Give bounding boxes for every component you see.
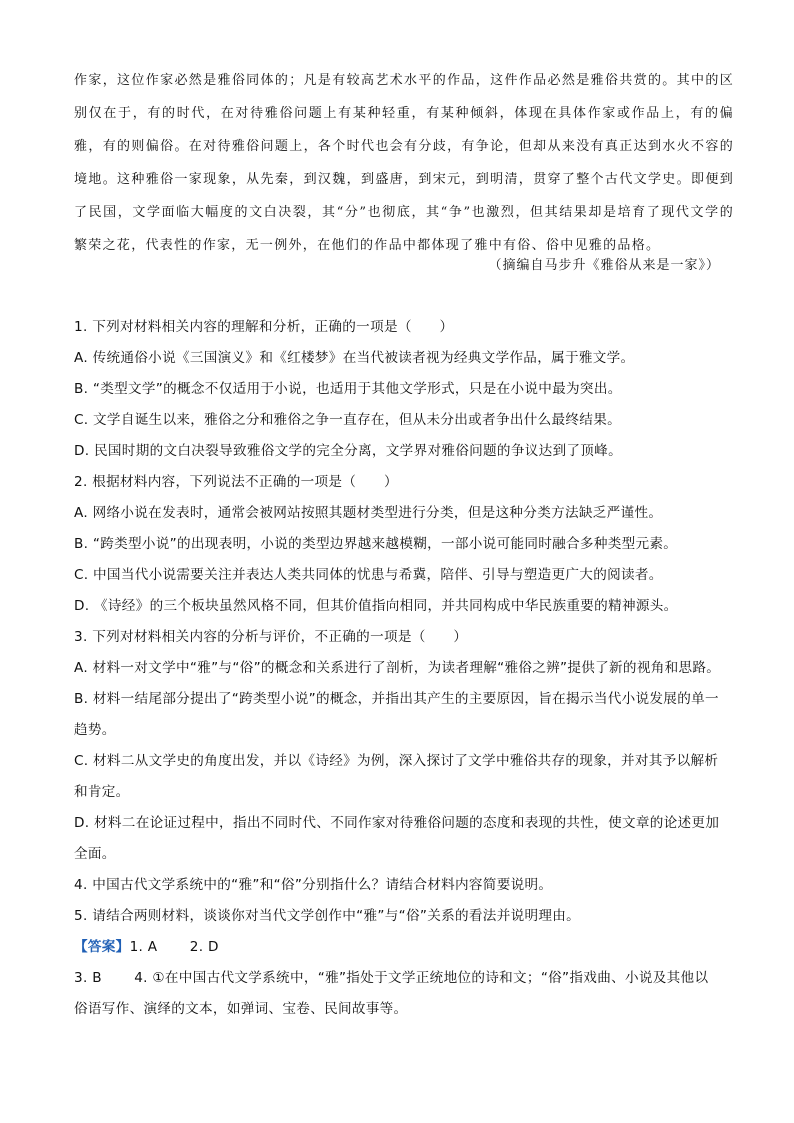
answer-tag: 【答案】: [74, 939, 130, 955]
question-3-option-a: A. 材料一对文学中“雅”与“俗”的概念和关系进行了剖析，为读者理解“雅俗之辨”提供了新的视角和思路。: [74, 660, 721, 676]
question-2-option-c: C. 中国当代小说需要关注并表达人类共同体的忧患与希冀，陪伴、引导与塑造更广大的阅读者。: [74, 567, 663, 583]
question-3-option-c: C. 材料二从文学史的角度出发，并以《诗经》为例，深入探讨了文学中雅俗共存的现象，并对其予以解析和肯定。: [74, 753, 719, 800]
passage-source: （摘编自马步升《雅俗从来是一家》）: [488, 258, 720, 273]
answer-line-2: 3. B 4. ①在中国古代文学系统中，“雅”指处于文学正统地位的诗和文；“俗”指戏曲、小说及其他以: [74, 970, 709, 986]
question-4: 4. 中国古代文学系统中的“雅”和“俗”分别指什么？请结合材料内容简要说明。: [74, 877, 553, 893]
question-1-option-d: D. 民国时期的文白决裂导致雅俗文学的完全分离，文学界对雅俗问题的争议达到了顶峰。: [74, 443, 622, 459]
question-5: 5. 请结合两则材料，谈谈你对当代文学创作中“雅”与“俗”关系的看法并说明理由。: [74, 908, 581, 924]
question-2-stem: 2. 根据材料内容，下列说法不正确的一项是（ ）: [74, 474, 398, 490]
answer-line-3: 俗语写作、演绎的文本，如弹词、宝卷、民间故事等。: [74, 1001, 408, 1017]
question-3-option-b: B. 材料一结尾部分提出了“跨类型小说”的概念，并指出其产生的主要原因，旨在揭示当代小说发展的单一趋势。: [74, 691, 719, 738]
question-1-option-b: B. “类型文学”的概念不仅适用于小说，也适用于其他文学形式，只是在小说中最为突出。: [74, 381, 622, 397]
answer-1-2: 1. A 2. D: [129, 939, 219, 955]
question-3-stem: 3. 下列对材料相关内容的分析与评价，不正确的一项是（ ）: [74, 629, 468, 645]
question-1-option-c: C. 文学自诞生以来，雅俗之分和雅俗之争一直存在，但从未分出或者争出什么最终结果。: [74, 412, 621, 428]
question-2-option-a: A. 网络小说在发表时，通常会被网站按照其题材类型进行分类，但是这种分类方法缺乏严谨性。: [74, 505, 663, 521]
answer-line-1: [74, 932, 724, 963]
question-2-option-b: B. “跨类型小说”的出现表明，小说的类型边界越来越模糊，一部小说可能同时融合多种类型元素。: [74, 536, 678, 552]
question-3-option-d: D. 材料二在论证过程中，指出不同时代、不同作家对待雅俗问题的态度和表现的共性，使文章的论述更加全面。: [74, 815, 720, 862]
reading-passage: [74, 64, 734, 262]
questions-section: [74, 312, 724, 1025]
question-2-option-d: D. 《诗经》的三个板块虽然风格不同，但其价值指向相同，并共同构成中华民族重要的精神源头。: [74, 598, 678, 614]
question-1-option-a: A. 传统通俗小说《三国演义》和《红楼梦》在当代被读者视为经典文学作品，属于雅文学。: [74, 350, 635, 366]
question-1-stem: 1. 下列对材料相关内容的理解和分析，正确的一项是（ ）: [74, 319, 454, 335]
passage-paragraph: 作家，这位作家必然是雅俗同体的；凡是有较高艺术水平的作品，这件作品必然是雅俗共赏的。其中的区别仅在于，有的时代，在对待雅俗问题上有某种轻重，有某种倾斜，体现在具体作家或作品上，有的偏雅，有的则偏俗。在对待雅俗问题上，各个时代也会有分歧，有争论，但却从来没有真正达到水火不容的境地。这种雅俗一家现象，从先秦，到汉魏，到盛唐，到宋元，到明清，贯穿了整个古代文学史。即便到了民国，文学面临大幅度的文白决裂，其“分”也彻底，其“争”也激烈，但其结果却是培育了现代文学的繁荣之花，代表性的作家，无一例外，在他们的作品中都体现了雅中有俗、俗中见雅的品格。: [74, 73, 734, 253]
